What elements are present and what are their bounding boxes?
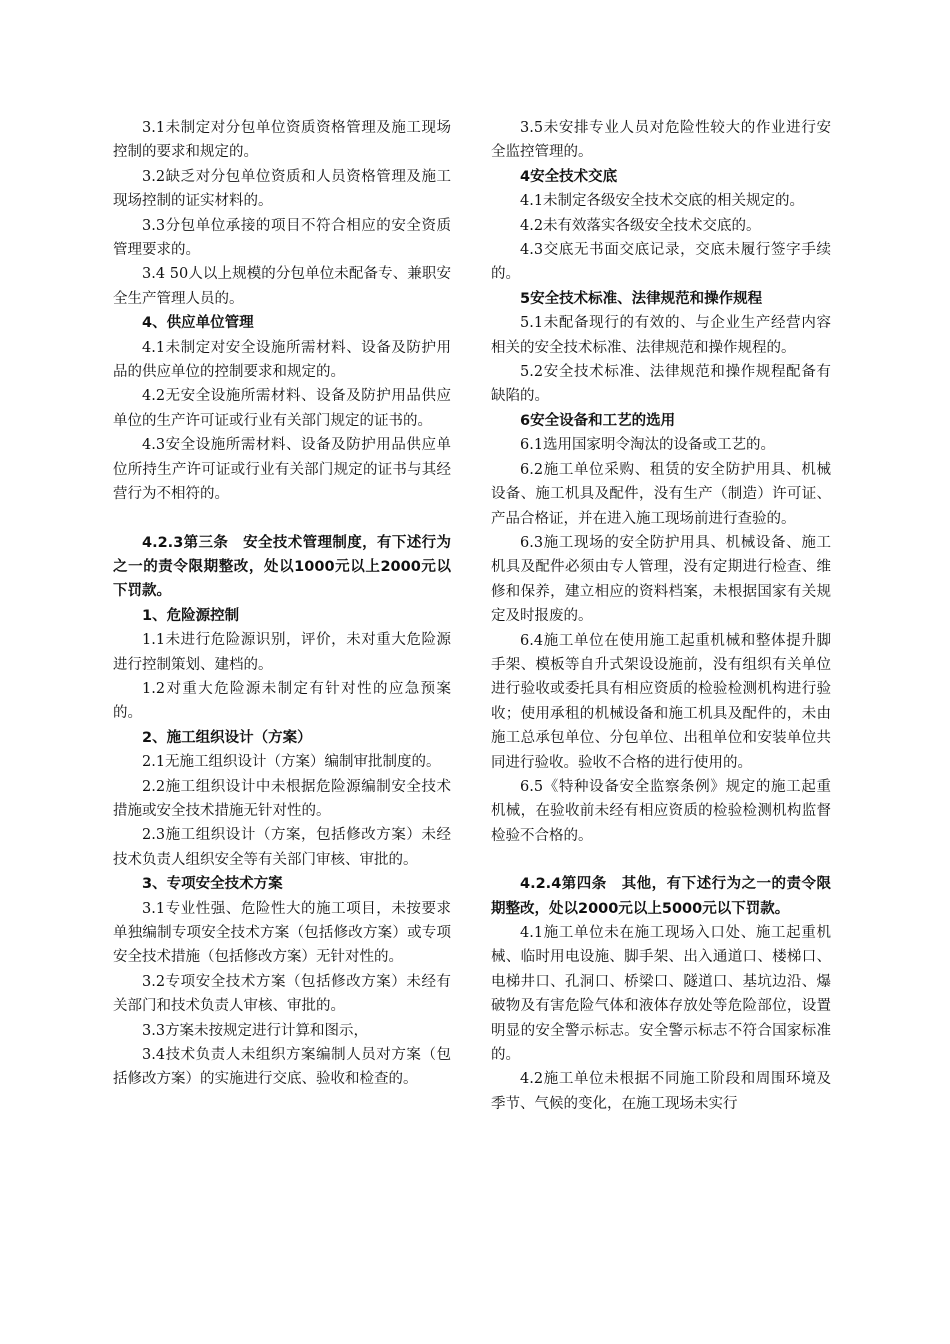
- section-heading: 2、施工组织设计（方案）: [142, 729, 312, 746]
- section-heading: 6安全设备和工艺的选用: [520, 412, 676, 429]
- spacer: [113, 507, 451, 531]
- clause-paragraph: 3.2缺乏对分包单位资质和人员资格管理及施工现场控制的证实材料的。: [113, 168, 451, 210]
- clause-paragraph: 2.2施工组织设计中未根据危险源编制安全技术措施或安全技术措施无针对性的。: [113, 778, 451, 819]
- section-heading: 1、危险源控制: [142, 607, 240, 624]
- clause-paragraph: 3.2专项安全技术方案（包括修改方案）未经有关部门和技术负责人审核、审批的。: [113, 973, 451, 1015]
- section-heading: 3、专项安全技术方案: [142, 876, 283, 893]
- clause-paragraph: 4.3交底无书面交底记录，交底未履行签字手续的。: [491, 242, 831, 283]
- clause-paragraph: 6.5《特种设备安全监察条例》规定的施工起重机械，在验收前未经有相应资质的检验检测机构监督检验不合格的。: [491, 778, 831, 844]
- article-heading: 4.2.4第四条 其他，有下述行为之一的责令限期整改，处以2000元以上5000元以下罚款。: [491, 876, 831, 917]
- section-heading: 4、供应单位管理: [142, 315, 254, 332]
- spacer: [491, 848, 831, 872]
- clause-paragraph: 1.1未进行危险源识别，评价，未对重大危险源进行控制策划、建档的。: [113, 632, 451, 673]
- clause-paragraph: 5.2安全技术标准、法律规范和操作规程配备有缺陷的。: [491, 364, 831, 405]
- section-heading: 4安全技术交底: [520, 168, 618, 185]
- left-column: [113, 116, 451, 1092]
- clause-paragraph: 4.2施工单位未根据不同施工阶段和周围环境及季节、气候的变化，在施工现场未实行: [491, 1071, 831, 1112]
- clause-paragraph: 3.1专业性强、危险性大的施工项目，未按要求单独编制专项安全技术方案（包括修改方案）或专项安全技术措施（包括修改方案）无针对性的。: [113, 900, 451, 966]
- clause-paragraph: 6.2施工单位采购、租赁的安全防护用具、机械设备、施工机具及配件，没有生产（制造）许可证、产品合格证，并在进入施工现场前进行查验的。: [491, 461, 831, 527]
- clause-paragraph: 2.3施工组织设计（方案，包括修改方案）未经技术负责人组织安全等有关部门审核、审批的。: [113, 827, 451, 868]
- clause-paragraph: 4.2无安全设施所需材料、设备及防护用品供应单位的生产许可证或行业有关部门规定的证书的。: [113, 388, 451, 429]
- right-column: [491, 116, 831, 1116]
- clause-paragraph: 4.3安全设施所需材料、设备及防护用品供应单位所持生产许可证或行业有关部门规定的证书与其经营行为不相符的。: [113, 437, 451, 503]
- clause-paragraph: 3.4 50人以上规模的分包单位未配备专、兼职安全生产管理人员的。: [113, 266, 451, 307]
- section-heading: 5安全技术标准、法律规范和操作规程: [520, 290, 763, 307]
- clause-paragraph: 4.1未制定对安全设施所需材料、设备及防护用品的供应单位的控制要求和规定的。: [113, 339, 451, 381]
- clause-paragraph: 3.3方案未按规定进行计算和图示，: [142, 1022, 369, 1039]
- clause-paragraph: 6.3施工现场的安全防护用具、机械设备、施工机具及配件必须由专人管理，没有定期进行检查、维修和保养，建立相应的资料档案，未根据国家有关规定及时报废的。: [491, 534, 831, 625]
- clause-paragraph: 4.1未制定各级安全技术交底的相关规定的。: [520, 193, 805, 210]
- clause-paragraph: 3.1未制定对分包单位资质资格管理及施工现场控制的要求和规定的。: [113, 120, 451, 161]
- clause-paragraph: 6.4施工单位在使用施工起重机械和整体提升脚手架、模板等自升式架设设施前，没有组织有关单位进行验收或委托具有相应资质的检验检测机构进行验收；使用承租的机械设备和施工机具及配件的，未由施工总承包单位、分包单位、出租单位和安装单位共同进行验收。验收不合格的进行使用的。: [491, 632, 831, 771]
- clause-paragraph: 1.2对重大危险源未制定有针对性的应急预案的。: [113, 680, 451, 722]
- clause-paragraph: 2.1无施工组织设计（方案）编制审批制度的。: [142, 754, 441, 771]
- article-heading: 4.2.3第三条 安全技术管理制度，有下述行为之一的责令限期整改，处以1000元以上2000元以下罚款。: [113, 534, 451, 600]
- clause-paragraph: 4.2未有效落实各级安全技术交底的。: [520, 217, 761, 234]
- clause-paragraph: 3.3分包单位承接的项目不符合相应的安全资质管理要求的。: [113, 217, 451, 259]
- clause-paragraph: 4.1施工单位未在施工现场入口处、施工起重机械、临时用电设施、脚手架、出入通道口、楼梯口、电梯井口、孔洞口、桥梁口、隧道口、基坑边沿、爆破物及有害危险气体和液体存放处等危险部位，设置明显的安全警示标志。安全警示标志不符合国家标准的。: [491, 925, 831, 1064]
- clause-paragraph: 6.1选用国家明令淘汰的设备或工艺的。: [520, 437, 776, 454]
- clause-paragraph: 3.5未安排专业人员对危险性较大的作业进行安全监控管理的。: [491, 120, 831, 161]
- clause-paragraph: 5.1未配备现行的有效的、与企业生产经营内容相关的安全技术标准、法律规范和操作规程的。: [491, 315, 831, 356]
- clause-paragraph: 3.4技术负责人未组织方案编制人员对方案（包括修改方案）的实施进行交底、验收和检查的。: [113, 1047, 451, 1088]
